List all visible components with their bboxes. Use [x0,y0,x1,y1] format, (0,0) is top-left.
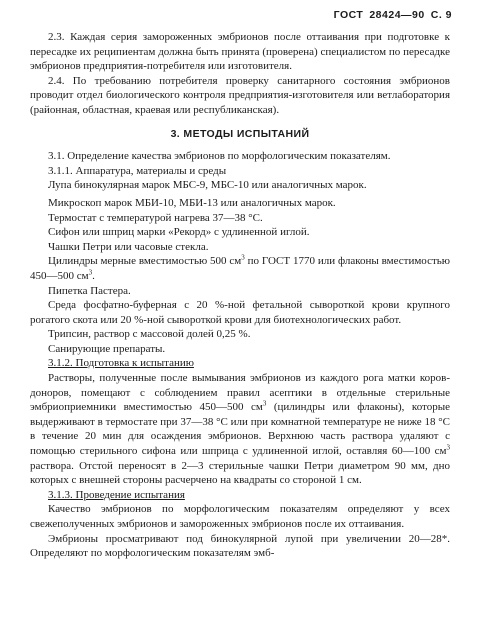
item-cylinders [30,254,450,283]
cylinders-text-2: по ГОСТ 1770 или флаконы вместимостью 450—500 см [30,255,450,282]
document-body [30,30,450,561]
cylinders-text-1: Цилиндры мерные вместимостью 500 см [48,255,242,268]
item-medium: Среда фосфатно-буферная с 20 %-ной фетальной сывороткой крови крупного рогатого скота или 20 %-ной сывороткой крови для биотехнологических работ. [30,299,450,326]
page-number: С. 9 [430,9,452,21]
subsection-title-3-1-2: 3.1.2. Подготовка к испытанию [48,357,194,370]
paragraph-3-1-3 [30,488,450,503]
item-pipette: Пипетка Пастера. [48,284,131,297]
paragraph-3-1-2 [30,356,450,371]
item-petri: Чашки Петри или часовые стекла. [48,240,209,253]
item-trypsin: Трипсин, раствор с массовой долей 0,25 %. [48,328,251,341]
prep-text-1: Растворы, полученные после вымывания эмбрионов из каждого рога матки коров-доноров, помещают с соблюдением правил асептики в отдельные стерильные эмбриоприемники вместимостью 450—500 см [30,372,450,414]
paragraph-2-4: 2.4. По требованию потребителя проверку санитарного состояния эмбрионов проводит отдел биологического контроля предприятия-изготовителя или ветлаборатория (районная, областная, краевая или республиканская). [30,74,450,116]
superscript: 3 [262,399,267,408]
subsection-title-3-1-3: 3.1.3. Проведение испытания [48,488,185,501]
paragraph-2-3: 2.3. Каждая серия замороженных эмбрионов после оттаивания при подготовке к пересадке их реципиентам должна быть принята (проверена) специалистом по пересадке эмбрионов предприятия-потребителя или изготовителя. [30,31,450,73]
prep-text-2: (цилиндры или флаконы), которые выдерживают в термостате при 37—38 °С или при комнатной температуре не ниже 18 °С в течение 20 мин для осаждения эмбрионов. Верхнюю часть раствора удаляют с помощью стерильного сифона или шприца с удлиненной иглой, оставляя 60—100 см [30,401,450,458]
superscript: 3 [241,253,245,262]
item-loupe: Лупа бинокулярная марок МБС-9, МБС-10 или аналогичных марок. [48,179,367,192]
page-header [328,9,452,21]
superscript: 3 [446,443,450,452]
superscript: 3 [88,268,93,277]
paragraph-3-1-1: 3.1.1. Аппаратура, материалы и среды [48,164,227,177]
item-siphon: Сифон или шприц марки «Рекорд» с удлиненной иглой. [48,226,310,239]
preparation-text [30,371,450,488]
item-microscope: Микроскоп марок МБИ-10, МБИ-13 или аналогичных марок. [48,196,336,209]
conduct-text-2: Эмбрионы просматривают под бинокулярной лупой при увеличении 20—28*. Определяют по морфологическим показателям эмб- [30,532,450,560]
standard-number: 28424—90 [369,9,425,21]
conduct-text-1: Качество эмбрионов по морфологическим показателям определяют у всех свежеполученных эмбрионов и замороженных эмбрионов после их оттаивания. [30,503,450,530]
standard-label: ГОСТ [333,9,364,21]
prep-text-3: раствора. Отстой переносят в 2—3 стерильные чашки Петри диаметром 90 мм, дно которых с внешней стороны расчерчено на квадраты со стороной 1 см. [30,459,450,487]
paragraph-3-1: 3.1. Определение качества эмбрионов по морфологическим показателям. [48,150,391,163]
cylinders-text-3: . [92,269,95,282]
item-sanitizers: Санирующие препараты. [48,342,166,355]
item-thermostat: Термостат с температурой нагрева 37—38 °С. [48,211,263,224]
section-heading: 3. МЕТОДЫ ИСПЫТАНИЙ [170,127,310,140]
